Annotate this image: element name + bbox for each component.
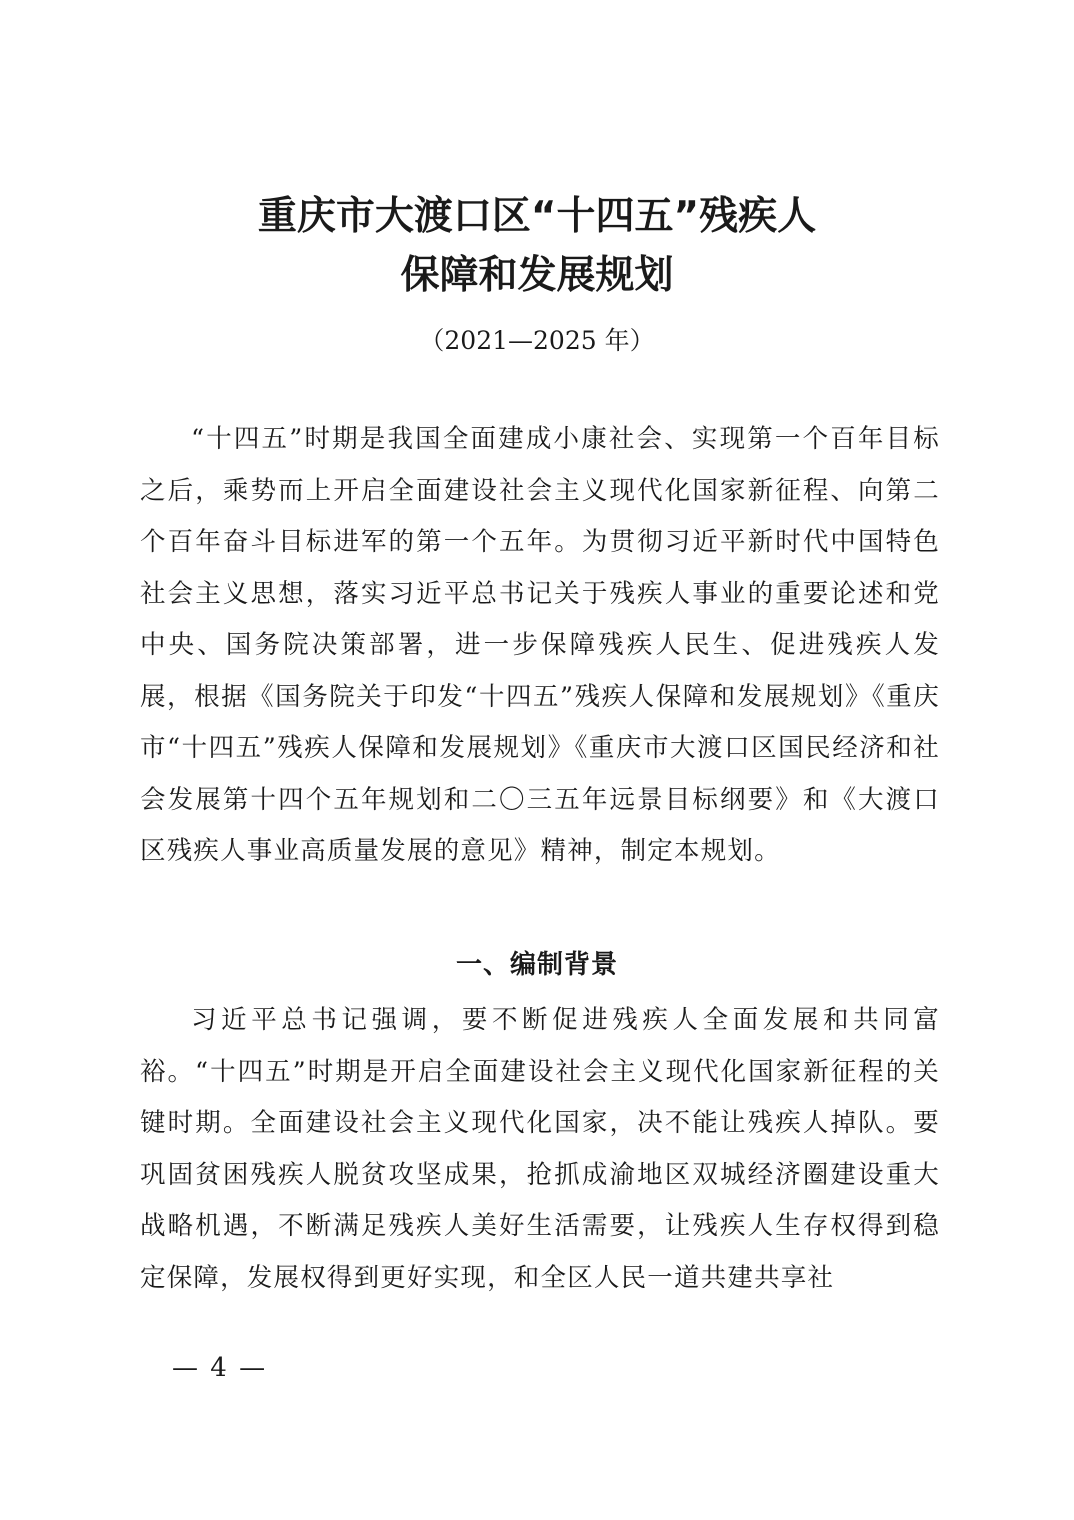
document-title-line-1: 重庆市大渡口区“十四五”残疾人 xyxy=(257,194,817,239)
document-title-line-2: 保障和发展规划 xyxy=(400,253,674,298)
intro-paragraph: “十四五”时期是我国全面建成小康社会、实现第一个百年目标之后，乘势而上开启全面建设社会主义现代化国家新征程、向第二个百年奋斗目标进军的第一个五年。为贯彻习近平新时代中国特色社会主义思想，落实习近平总书记关于残疾人事业的重要论述和党中央、国务院决策部署，进一步保障残疾人民生、促进残疾人发展，根据《国务院关于印发“十四五”残疾人保障和发展规划》《重庆市“十四五”残疾人保障和发展规划》《重庆市大渡口区国民经济和社会发展第十四个五年规划和二〇三五年远景目标纲要》和《大渡口区残疾人事业高质量发展的意见》精神，制定本规划。 xyxy=(140,424,940,866)
document-subtitle-years: （2021—2025 年） xyxy=(419,326,655,355)
page-number: — 4 — xyxy=(172,1353,268,1383)
section-heading: 一、编制背景 xyxy=(455,950,618,980)
background-paragraph: 习近平总书记强调，要不断促进残疾人全面发展和共同富裕。“十四五”时期是开启全面建设社会主义现代化国家新征程的关键时期。全面建设社会主义现代化国家，决不能让残疾人掉队。要巩固贫困残疾人脱贫攻坚成果，抢抓成渝地区双城经济圈建设重大战略机遇，不断满足残疾人美好生活需要，让残疾人生存权得到稳定保障，发展权得到更好实现，和全区人民一道共建共享社 xyxy=(140,1005,940,1293)
